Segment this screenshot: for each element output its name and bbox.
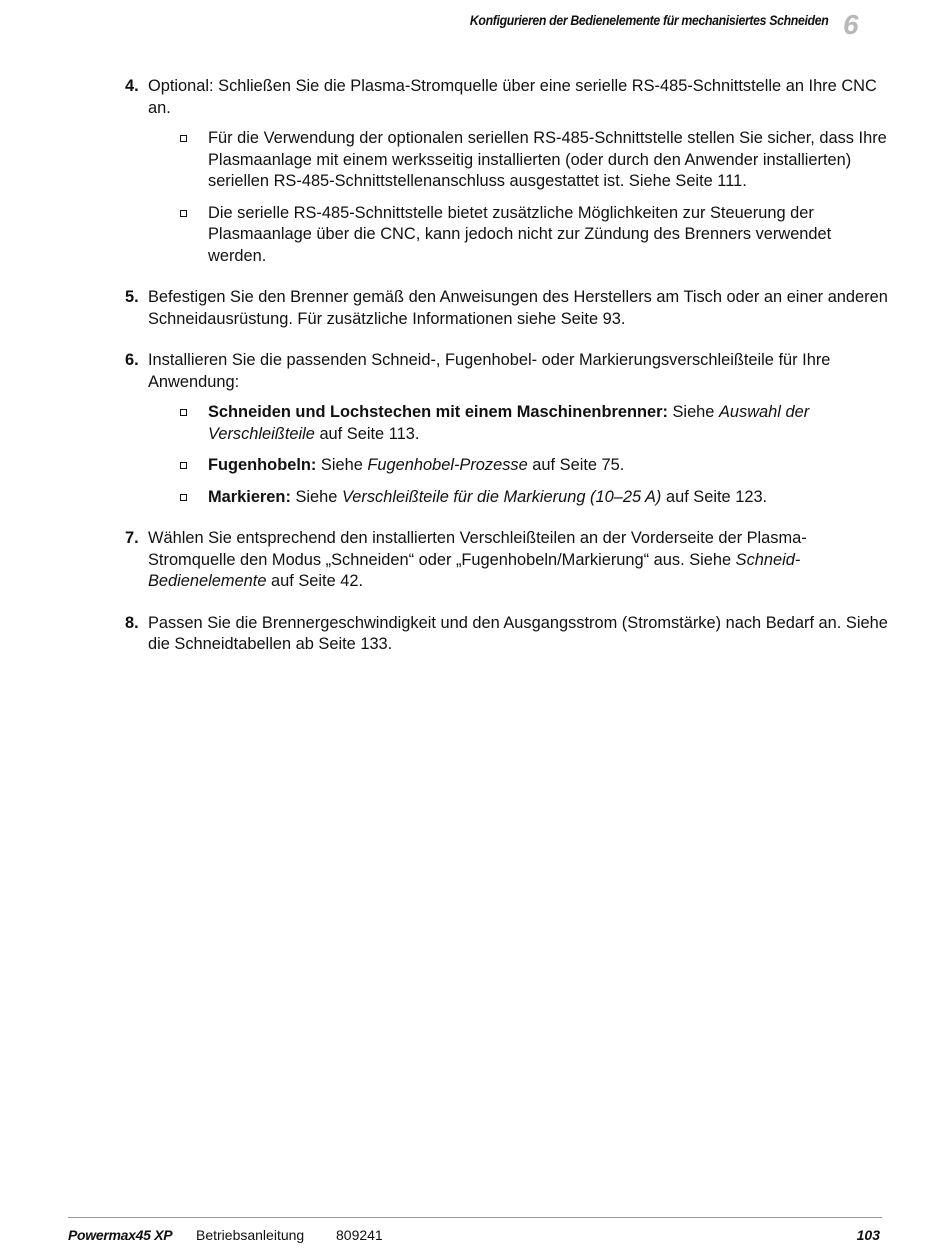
- page-content: [120, 76, 890, 676]
- page-reference: auf Seite 123.: [661, 487, 768, 506]
- cross-reference[interactable]: Verschleißteile für die Markierung (10–25 A): [341, 487, 662, 506]
- checkbox-bullet-icon: [180, 462, 187, 469]
- checkbox-bullet-icon: [180, 135, 187, 142]
- cross-reference[interactable]: Fugenhobel-Prozesse: [367, 456, 528, 474]
- step-7: [120, 528, 890, 593]
- list-item: [180, 487, 890, 509]
- bullet-term: Schneiden und Lochstechen mit einem Maschinenbrenner:: [208, 403, 668, 421]
- step-number: 6.: [125, 351, 139, 369]
- chapter-number: 6: [843, 9, 859, 40]
- step-number: 7.: [125, 529, 139, 547]
- bullet-list: [148, 128, 890, 267]
- bullet-text: Siehe: [290, 487, 342, 506]
- page-reference: auf Seite 42.: [266, 572, 364, 590]
- product-name: Powermax45 XP: [68, 1227, 173, 1243]
- checkbox-bullet-icon: [180, 409, 187, 416]
- document-type: Betriebsanleitung: [196, 1227, 305, 1243]
- cross-reference[interactable]: Auswahl der Verschleißteile: [208, 403, 810, 443]
- bullet-text: Siehe: [667, 403, 719, 421]
- bullet-term: Fugenhobeln:: [208, 456, 317, 474]
- step-text: Befestigen Sie den Brenner gemäß den Anweisungen des Herstellers am Tisch oder an einer anderen Schneidausrüstung. Für zusätzliche Informationen siehe Seite 93.: [148, 288, 888, 328]
- cross-reference[interactable]: Schneid-Bedienelemente: [148, 550, 801, 590]
- step-text: Passen Sie die Brennergeschwindigkeit und den Ausgangsstrom (Stromstärke) nach Bedarf an. Siehe die Schneidtabellen ab Seite 133.: [148, 613, 888, 653]
- bullet-list: [148, 402, 890, 508]
- step-number: 8.: [125, 613, 139, 632]
- checkbox-bullet-icon: [180, 494, 187, 501]
- step-6: [120, 350, 890, 508]
- step-5: [120, 287, 890, 330]
- step-text: Installieren Sie die passenden Schneid-, Fugenhobel- oder Markierungsverschleißteile für Ihre Anwendung:: [148, 351, 831, 391]
- header-title: Konfigurieren der Bedienelemente für mechanisiertes Schneiden: [469, 12, 828, 28]
- list-item: [180, 455, 890, 477]
- bullet-text: Siehe: [316, 456, 368, 474]
- page-reference: auf Seite 75.: [527, 456, 625, 474]
- list-item: [180, 128, 890, 193]
- running-header: [421, 12, 828, 28]
- step-8: [120, 613, 890, 656]
- bullet-text: Für die Verwendung der optionalen seriellen RS-485-Schnittstelle stellen Sie sicher, dass Ihre Plasmaanlage mit einem werksseitig installierten (oder durch den Anwender installierten) seriellen RS-485-Schnittstellenanschluss ausgestattet ist. Siehe Seite 111.: [208, 129, 887, 190]
- bullet-text: Die serielle RS-485-Schnittstelle bietet zusätzliche Möglichkeiten zur Steuerung der Plasmaanlage über die CNC, kann jedoch nicht zur Zündung des Brenners verwendet werden.: [208, 203, 832, 265]
- step-number: 4.: [125, 77, 139, 95]
- step-text: Optional: Schließen Sie die Plasma-Stromquelle über eine serielle RS-485-Schnittstelle an Ihre CNC an.: [148, 77, 877, 117]
- page-number: 103: [856, 1227, 880, 1243]
- checkbox-bullet-icon: [180, 210, 187, 217]
- page-footer: [68, 1227, 880, 1243]
- list-item: [180, 402, 890, 445]
- step-number: 5.: [125, 288, 139, 306]
- footer-divider: [68, 1217, 882, 1218]
- list-item: [180, 203, 890, 268]
- document-number: 809241: [336, 1227, 383, 1243]
- step-text: Wählen Sie entsprechend den installierten Verschleißteilen an der Vorderseite der Plasma-Stromquelle den Modus „Schneiden“ oder „Fugenhobeln/Markierung“ aus. Siehe: [148, 529, 807, 569]
- bullet-term: Markieren:: [208, 487, 291, 506]
- page-reference: auf Seite 113.: [314, 424, 420, 443]
- step-4: [120, 76, 890, 267]
